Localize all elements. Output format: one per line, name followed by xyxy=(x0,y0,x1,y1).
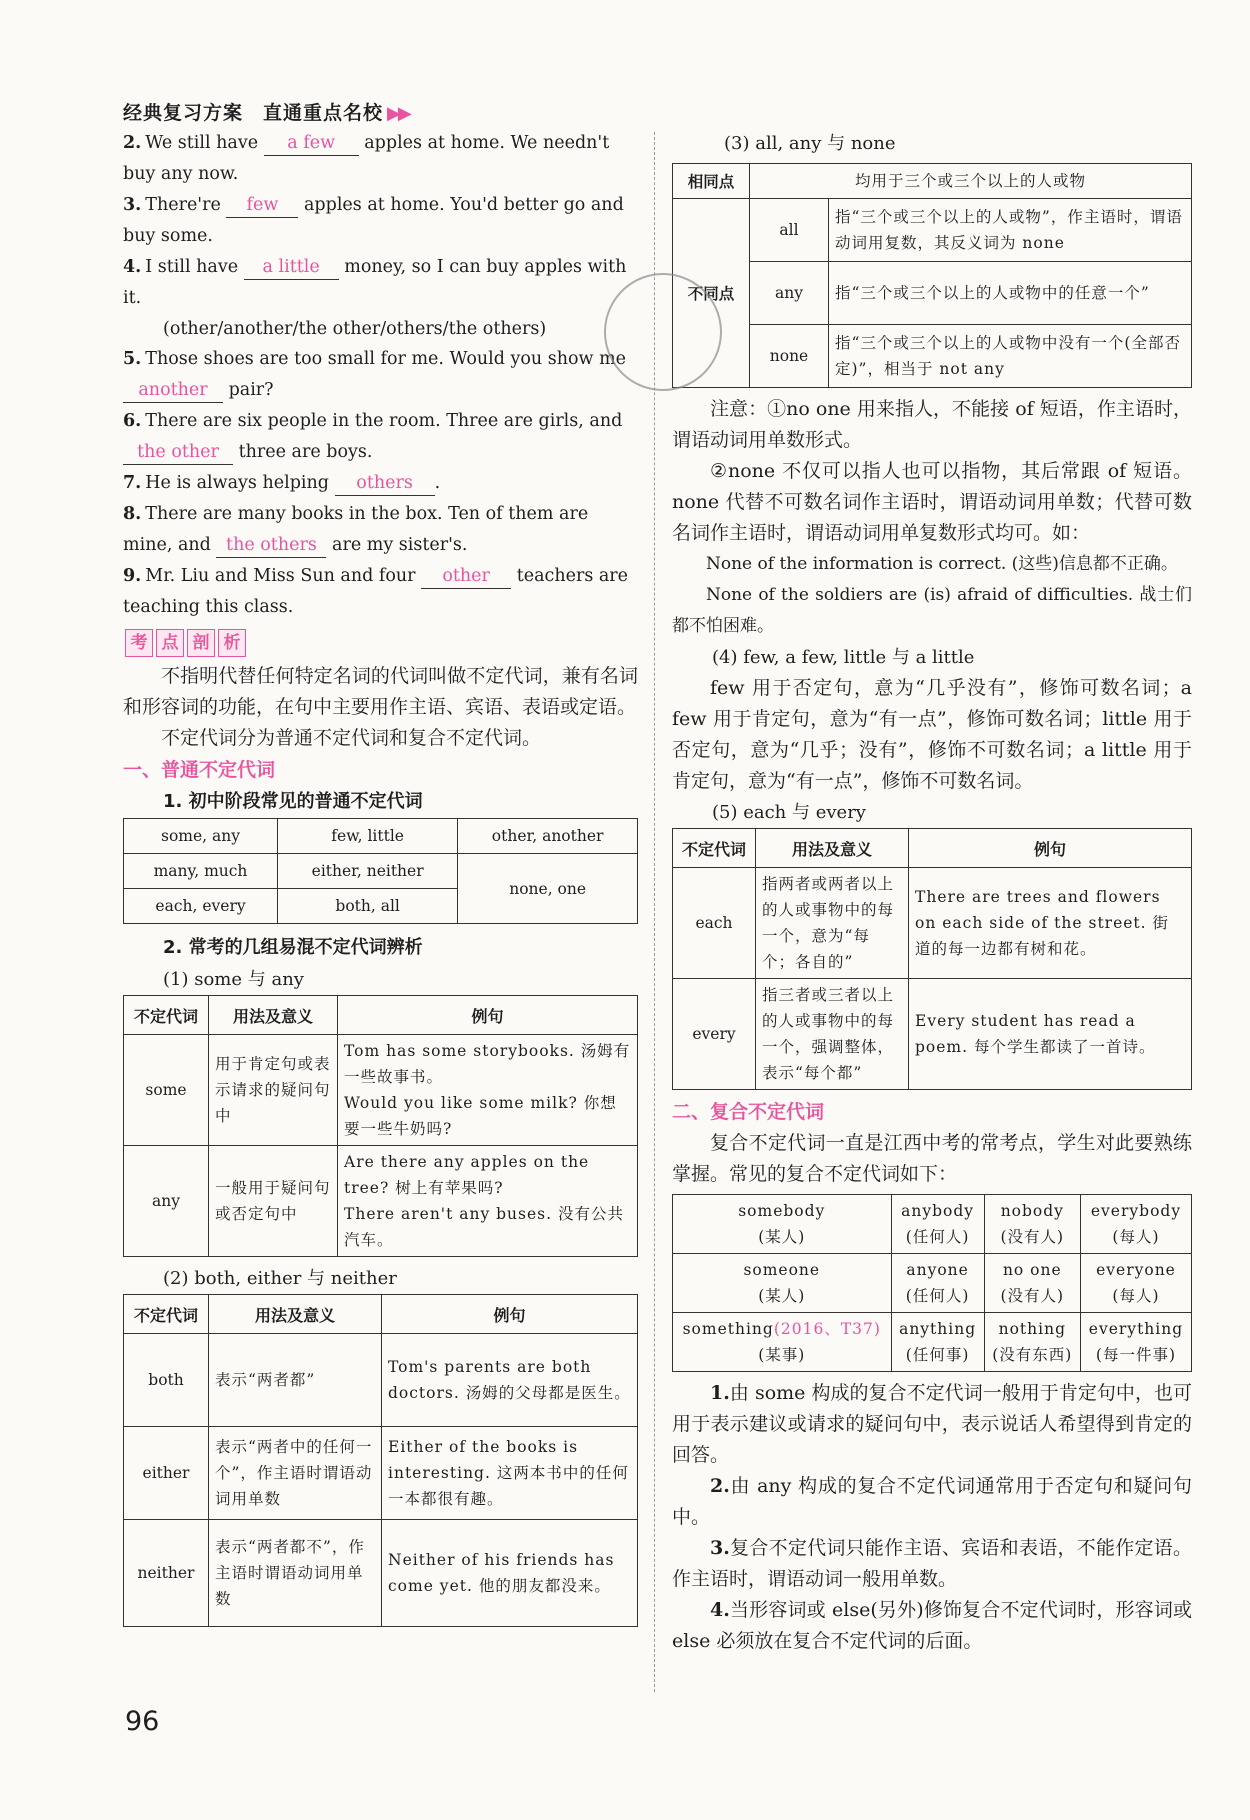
word-cell: either xyxy=(124,1427,209,1520)
compound-word: anyone xyxy=(906,1261,969,1279)
compound-cell xyxy=(984,1254,1080,1313)
compound-meaning: (某人) xyxy=(758,1228,806,1246)
header-cell: 不定代词 xyxy=(673,829,756,868)
note-paragraph-2: ②none 不仅可以指人也可以指物，其后常跟 of 短语。none 代替不可数名词作主语时，谓语动词用单数；代替可数名词作主语时，谓语动词用单复数形式均可。如： xyxy=(672,460,1192,544)
word-cell: each xyxy=(673,868,756,979)
diff-label: 不同点 xyxy=(673,199,750,388)
compound-cell xyxy=(891,1313,984,1372)
table-row xyxy=(673,1313,1192,1372)
rule-text: 由 some 构成的复合不定代词一般用于肯定句中，也可用于表示建议或请求的疑问句中，表示说话人希望得到肯定的回答。 xyxy=(672,1382,1192,1466)
answer-blank[interactable]: another xyxy=(123,378,223,403)
header-cell: 不定代词 xyxy=(124,1295,209,1334)
compound-meaning: (某人) xyxy=(758,1287,806,1305)
compound-word: something xyxy=(682,1320,774,1338)
compound-word: everybody xyxy=(1090,1202,1182,1220)
word-cell: neither xyxy=(124,1520,209,1627)
word-cell: all xyxy=(750,199,829,262)
example-cell xyxy=(338,1146,638,1257)
table-row xyxy=(124,1520,638,1627)
table-cell: each, every xyxy=(124,889,278,924)
example-none-2: None of the soldiers are (is) afraid of difficulties. 战士们都不怕困难。 xyxy=(672,585,1192,636)
answer-blank[interactable]: the others xyxy=(216,533,326,558)
usage-cell: 一般用于疑问句或否定句中 xyxy=(209,1146,338,1257)
example-line: Would you like some milk? 你想要一些牛奶吗? xyxy=(344,1094,617,1138)
page-number: 96 xyxy=(125,1706,160,1737)
table-row xyxy=(673,1195,1192,1254)
word-cell: any xyxy=(124,1146,209,1257)
compound-meaning: (没有人) xyxy=(1000,1287,1065,1305)
compound-cell xyxy=(891,1254,984,1313)
example-line: Are there any apples on the tree? 树上有苹果吗? xyxy=(344,1153,590,1197)
compound-cell xyxy=(891,1195,984,1254)
exercise-text: We still have xyxy=(145,133,259,153)
exercise-text: money, so I can buy apples with it. xyxy=(123,257,627,308)
table-row xyxy=(124,854,638,889)
left-column xyxy=(123,128,638,1627)
rule-text: 由 any 构成的复合不定代词通常用于否定句和疑问句中。 xyxy=(672,1475,1192,1528)
compound-cell xyxy=(1080,1195,1191,1254)
word-cell: every xyxy=(673,979,756,1090)
rule-text: 当形容词或 else(另外)修饰复合不定代词时，形容词或 else 必须放在复合不定代词的后面。 xyxy=(672,1599,1192,1652)
badge-char: 剖 xyxy=(187,629,215,657)
table-row xyxy=(673,199,1192,262)
word-cell: some xyxy=(124,1035,209,1146)
compound-meaning: (没有东西) xyxy=(992,1346,1073,1364)
answer-blank[interactable]: the other xyxy=(123,440,233,465)
usage-cell: 指“三个或三个以上的人或物中的任意一个” xyxy=(829,262,1192,325)
table-cell: many, much xyxy=(124,854,278,889)
rule-3 xyxy=(672,1533,1192,1595)
exercise-text: I still have xyxy=(145,257,239,277)
rule-2 xyxy=(672,1471,1192,1533)
example-none-1: None of the information is correct. (这些)信息都不正确。 xyxy=(706,554,1178,574)
header-cell: 用法及意义 xyxy=(756,829,909,868)
header-cell: 不定代词 xyxy=(124,996,209,1035)
some-any-table xyxy=(123,995,638,1257)
option-hint: (other/another/the other/others/the others) xyxy=(163,319,547,339)
all-any-table xyxy=(672,163,1192,388)
table-row xyxy=(673,262,1192,325)
compound-cell xyxy=(984,1195,1080,1254)
badge-char: 考 xyxy=(125,629,153,657)
word-cell: any xyxy=(750,262,829,325)
table-row xyxy=(124,1146,638,1257)
common-pronoun-table xyxy=(123,818,638,924)
answer-blank[interactable]: a few xyxy=(264,131,359,156)
table-row xyxy=(673,164,1192,199)
compound-cell xyxy=(984,1313,1080,1372)
header-cell: 用法及意义 xyxy=(209,996,338,1035)
answer-blank[interactable]: few xyxy=(226,193,298,218)
rule-4 xyxy=(672,1595,1192,1657)
both-either-table xyxy=(123,1294,638,1627)
example-cell: Every student has read a poem. 每个学生都读了一首诗。 xyxy=(909,979,1192,1090)
compound-word: someone xyxy=(743,1261,821,1279)
section-title-compound: 二、复合不定代词 xyxy=(672,1101,825,1123)
table-header-row xyxy=(124,1295,638,1334)
usage-cell: 表示“两者都不”，作主语时谓语动词用单数 xyxy=(209,1520,382,1627)
table-row xyxy=(673,325,1192,388)
usage-cell: 指“三个或三个以上的人或物”，作主语时，谓语动词用复数，其反义词为 none xyxy=(829,199,1192,262)
exercise-text: three are boys. xyxy=(238,442,373,462)
exercise-3 xyxy=(123,190,638,252)
exercise-text: are my sister's. xyxy=(332,535,468,555)
compound-table xyxy=(672,1194,1192,1372)
compound-word: everyone xyxy=(1096,1261,1176,1279)
word-cell: none xyxy=(750,325,829,388)
rule-number: 4. xyxy=(710,1599,730,1621)
exercise-number: 2. xyxy=(123,133,142,153)
answer-blank[interactable]: other xyxy=(421,564,511,589)
compound-cell xyxy=(1080,1313,1191,1372)
header-title: 经典复习方案 直通重点名校 xyxy=(123,102,384,124)
table-row xyxy=(124,1334,638,1427)
compound-cell xyxy=(673,1195,892,1254)
exercise-number: 9. xyxy=(123,566,142,586)
header-cell: 例句 xyxy=(338,996,638,1035)
group-title-few: (4) few, a few, little 与 a little xyxy=(712,647,975,668)
table-row xyxy=(673,979,1192,1090)
exercise-number: 7. xyxy=(123,473,142,493)
exercise-number: 4. xyxy=(123,257,142,277)
exercise-9 xyxy=(123,561,638,623)
compound-intro: 复合不定代词一直是江西中考的常考点，学生对此要熟练掌握。常见的复合不定代词如下： xyxy=(672,1132,1192,1185)
header-cell: 例句 xyxy=(909,829,1192,868)
rule-number: 3. xyxy=(710,1537,730,1559)
usage-cell: 指“三个或三个以上的人或物中没有一个(全部否定)”，相当于 not any xyxy=(829,325,1192,388)
table-cell: other, another xyxy=(458,819,638,854)
word-cell: both xyxy=(124,1334,209,1427)
usage-cell: 指两者或两者以上的人或事物中的每一个，意为“每个；各自的” xyxy=(756,868,909,979)
compound-cell xyxy=(673,1254,892,1313)
badge-char: 点 xyxy=(156,629,184,657)
rule-text: 复合不定代词只能作主语、宾语和表语，不能作定语。作主语时，谓语动词一般用单数。 xyxy=(672,1537,1192,1590)
exercise-8 xyxy=(123,499,638,561)
badge-char: 析 xyxy=(218,629,246,657)
exercise-text: apples at home. You'd better go and buy some. xyxy=(123,195,624,246)
compound-meaning: (某事) xyxy=(758,1346,806,1364)
note-paragraph-1: 注意：①no one 用来指人，不能接 of 短语，作主语时，谓语动词用单数形式。 xyxy=(672,398,1192,451)
exercise-text: Mr. Liu and Miss Sun and four xyxy=(145,566,416,586)
exercise-text: teachers are teaching this class. xyxy=(123,566,629,617)
example-cell: Tom's parents are both doctors. 汤姆的父母都是医生。 xyxy=(382,1334,638,1427)
example-cell xyxy=(338,1035,638,1146)
compound-word: anything xyxy=(899,1320,977,1338)
header-cell: 例句 xyxy=(382,1295,638,1334)
example-line: Tom has some storybooks. 汤姆有一些故事书。 xyxy=(344,1042,631,1086)
exercise-2 xyxy=(123,128,638,190)
exercise-number: 6. xyxy=(123,411,142,431)
exercise-number: 3. xyxy=(123,195,142,215)
usage-cell: 指三者或三者以上的人或事物中的每一个，强调整体，表示“每个都” xyxy=(756,979,909,1090)
table-row xyxy=(673,1254,1192,1313)
table-cell: some, any xyxy=(124,819,278,854)
compound-meaning: (任何事) xyxy=(905,1346,970,1364)
table-row xyxy=(124,1035,638,1146)
same-label: 相同点 xyxy=(673,164,750,199)
rule-1 xyxy=(672,1378,1192,1471)
example-cell: Either of the books is interesting. 这两本书中的任何一本都很有趣。 xyxy=(382,1427,638,1520)
exercise-text: He is always helping xyxy=(145,473,329,493)
usage-cell: 表示“两者中的任何一个”，作主语时谓语动词用单数 xyxy=(209,1427,382,1520)
compound-word: nothing xyxy=(998,1320,1066,1338)
each-every-table xyxy=(672,828,1192,1090)
header-cell: 用法及意义 xyxy=(209,1295,382,1334)
compound-cell xyxy=(673,1313,892,1372)
exercise-text: apples at home. We needn't buy any now. xyxy=(123,133,610,184)
table-cell: few, little xyxy=(278,819,458,854)
exercise-6 xyxy=(123,406,638,468)
exercise-5 xyxy=(123,344,638,406)
compound-meaning: (每人) xyxy=(1112,1287,1160,1305)
rule-number: 1. xyxy=(710,1382,730,1404)
few-paragraph: few 用于否定句，意为“几乎没有”，修饰可数名词；a few 用于肯定句，意为“有一点”，修饰可数名词；little 用于否定句，意为“几乎；没有”，修饰不可数名词；a little 用于肯定句，意为“有一点”，修饰不可数名词。 xyxy=(672,677,1192,792)
exercise-text: Those shoes are too small for me. Would you show me xyxy=(145,349,627,369)
table-cell: both, all xyxy=(278,889,458,924)
compound-word: somebody xyxy=(738,1202,826,1220)
rule-number: 2. xyxy=(710,1475,730,1497)
exercise-text: pair? xyxy=(228,380,274,400)
same-text: 均用于三个或三个以上的人或物 xyxy=(750,164,1192,199)
table-cell: none, one xyxy=(458,854,638,924)
compound-word: no one xyxy=(1002,1261,1062,1279)
exercise-text: There're xyxy=(145,195,221,215)
example-cell: There are trees and flowers on each side of the street. 街道的每一边都有树和花。 xyxy=(909,868,1192,979)
group-title-both-either: (2) both, either 与 neither xyxy=(163,1268,397,1289)
exercise-7 xyxy=(123,468,638,499)
example-cell: Neither of his friends has come yet. 他的朋友都没来。 xyxy=(382,1520,638,1627)
right-column xyxy=(672,128,1192,1657)
compound-word: anybody xyxy=(901,1202,975,1220)
compound-cell xyxy=(1080,1254,1191,1313)
section-title-common: 一、普通不定代词 xyxy=(123,759,276,781)
kaodian-badge xyxy=(125,629,246,657)
group-title-some-any: (1) some 与 any xyxy=(163,969,304,990)
intro-paragraph-2: 不定代词分为普通不定代词和复合不定代词。 xyxy=(161,727,542,749)
arrow-icon: ▶▶ xyxy=(387,103,409,124)
table-row xyxy=(124,819,638,854)
exercise-4 xyxy=(123,252,638,314)
table-header-row xyxy=(673,829,1192,868)
group-title-all-any: (3) all, any 与 none xyxy=(724,133,896,154)
intro-paragraph: 不指明代替任何特定名词的代词叫做不定代词，兼有名词和形容词的功能，在句中主要用作主语、宾语、表语或定语。 xyxy=(123,665,638,718)
exercise-text: . xyxy=(434,473,441,493)
exercise-number: 5. xyxy=(123,349,142,369)
compound-meaning: (任何人) xyxy=(905,1228,970,1246)
example-line: There aren't any buses. 没有公共汽车。 xyxy=(344,1205,624,1249)
compound-meaning: (每一件事) xyxy=(1095,1346,1177,1364)
table-row xyxy=(673,868,1192,979)
subtitle-confusing: 2. 常考的几组易混不定代词辨析 xyxy=(163,937,423,958)
exercise-text: There are six people in the room. Three are girls, and xyxy=(145,411,623,431)
page-header xyxy=(123,98,409,125)
compound-meaning: (每人) xyxy=(1112,1228,1160,1246)
table-header-row xyxy=(124,996,638,1035)
compound-word: everything xyxy=(1088,1320,1184,1338)
exercise-number: 8. xyxy=(123,504,142,524)
exercise-text: There are many books in the box. Ten of them are mine, and xyxy=(123,504,589,555)
usage-cell: 用于肯定句或表示请求的疑问句中 xyxy=(209,1035,338,1146)
subtitle-common-list: 1. 初中阶段常见的普通不定代词 xyxy=(163,791,423,812)
compound-meaning: (没有人) xyxy=(1000,1228,1065,1246)
group-title-each-every: (5) each 与 every xyxy=(712,802,866,823)
compound-meaning: (任何人) xyxy=(905,1287,970,1305)
exam-reference: (2016、T37) xyxy=(773,1320,881,1338)
answer-blank[interactable]: a little xyxy=(244,255,339,280)
table-cell: either, neither xyxy=(278,854,458,889)
usage-cell: 表示“两者都” xyxy=(209,1334,382,1427)
table-row xyxy=(124,1427,638,1520)
compound-word: nobody xyxy=(1000,1202,1064,1220)
answer-blank[interactable]: others xyxy=(335,471,435,496)
